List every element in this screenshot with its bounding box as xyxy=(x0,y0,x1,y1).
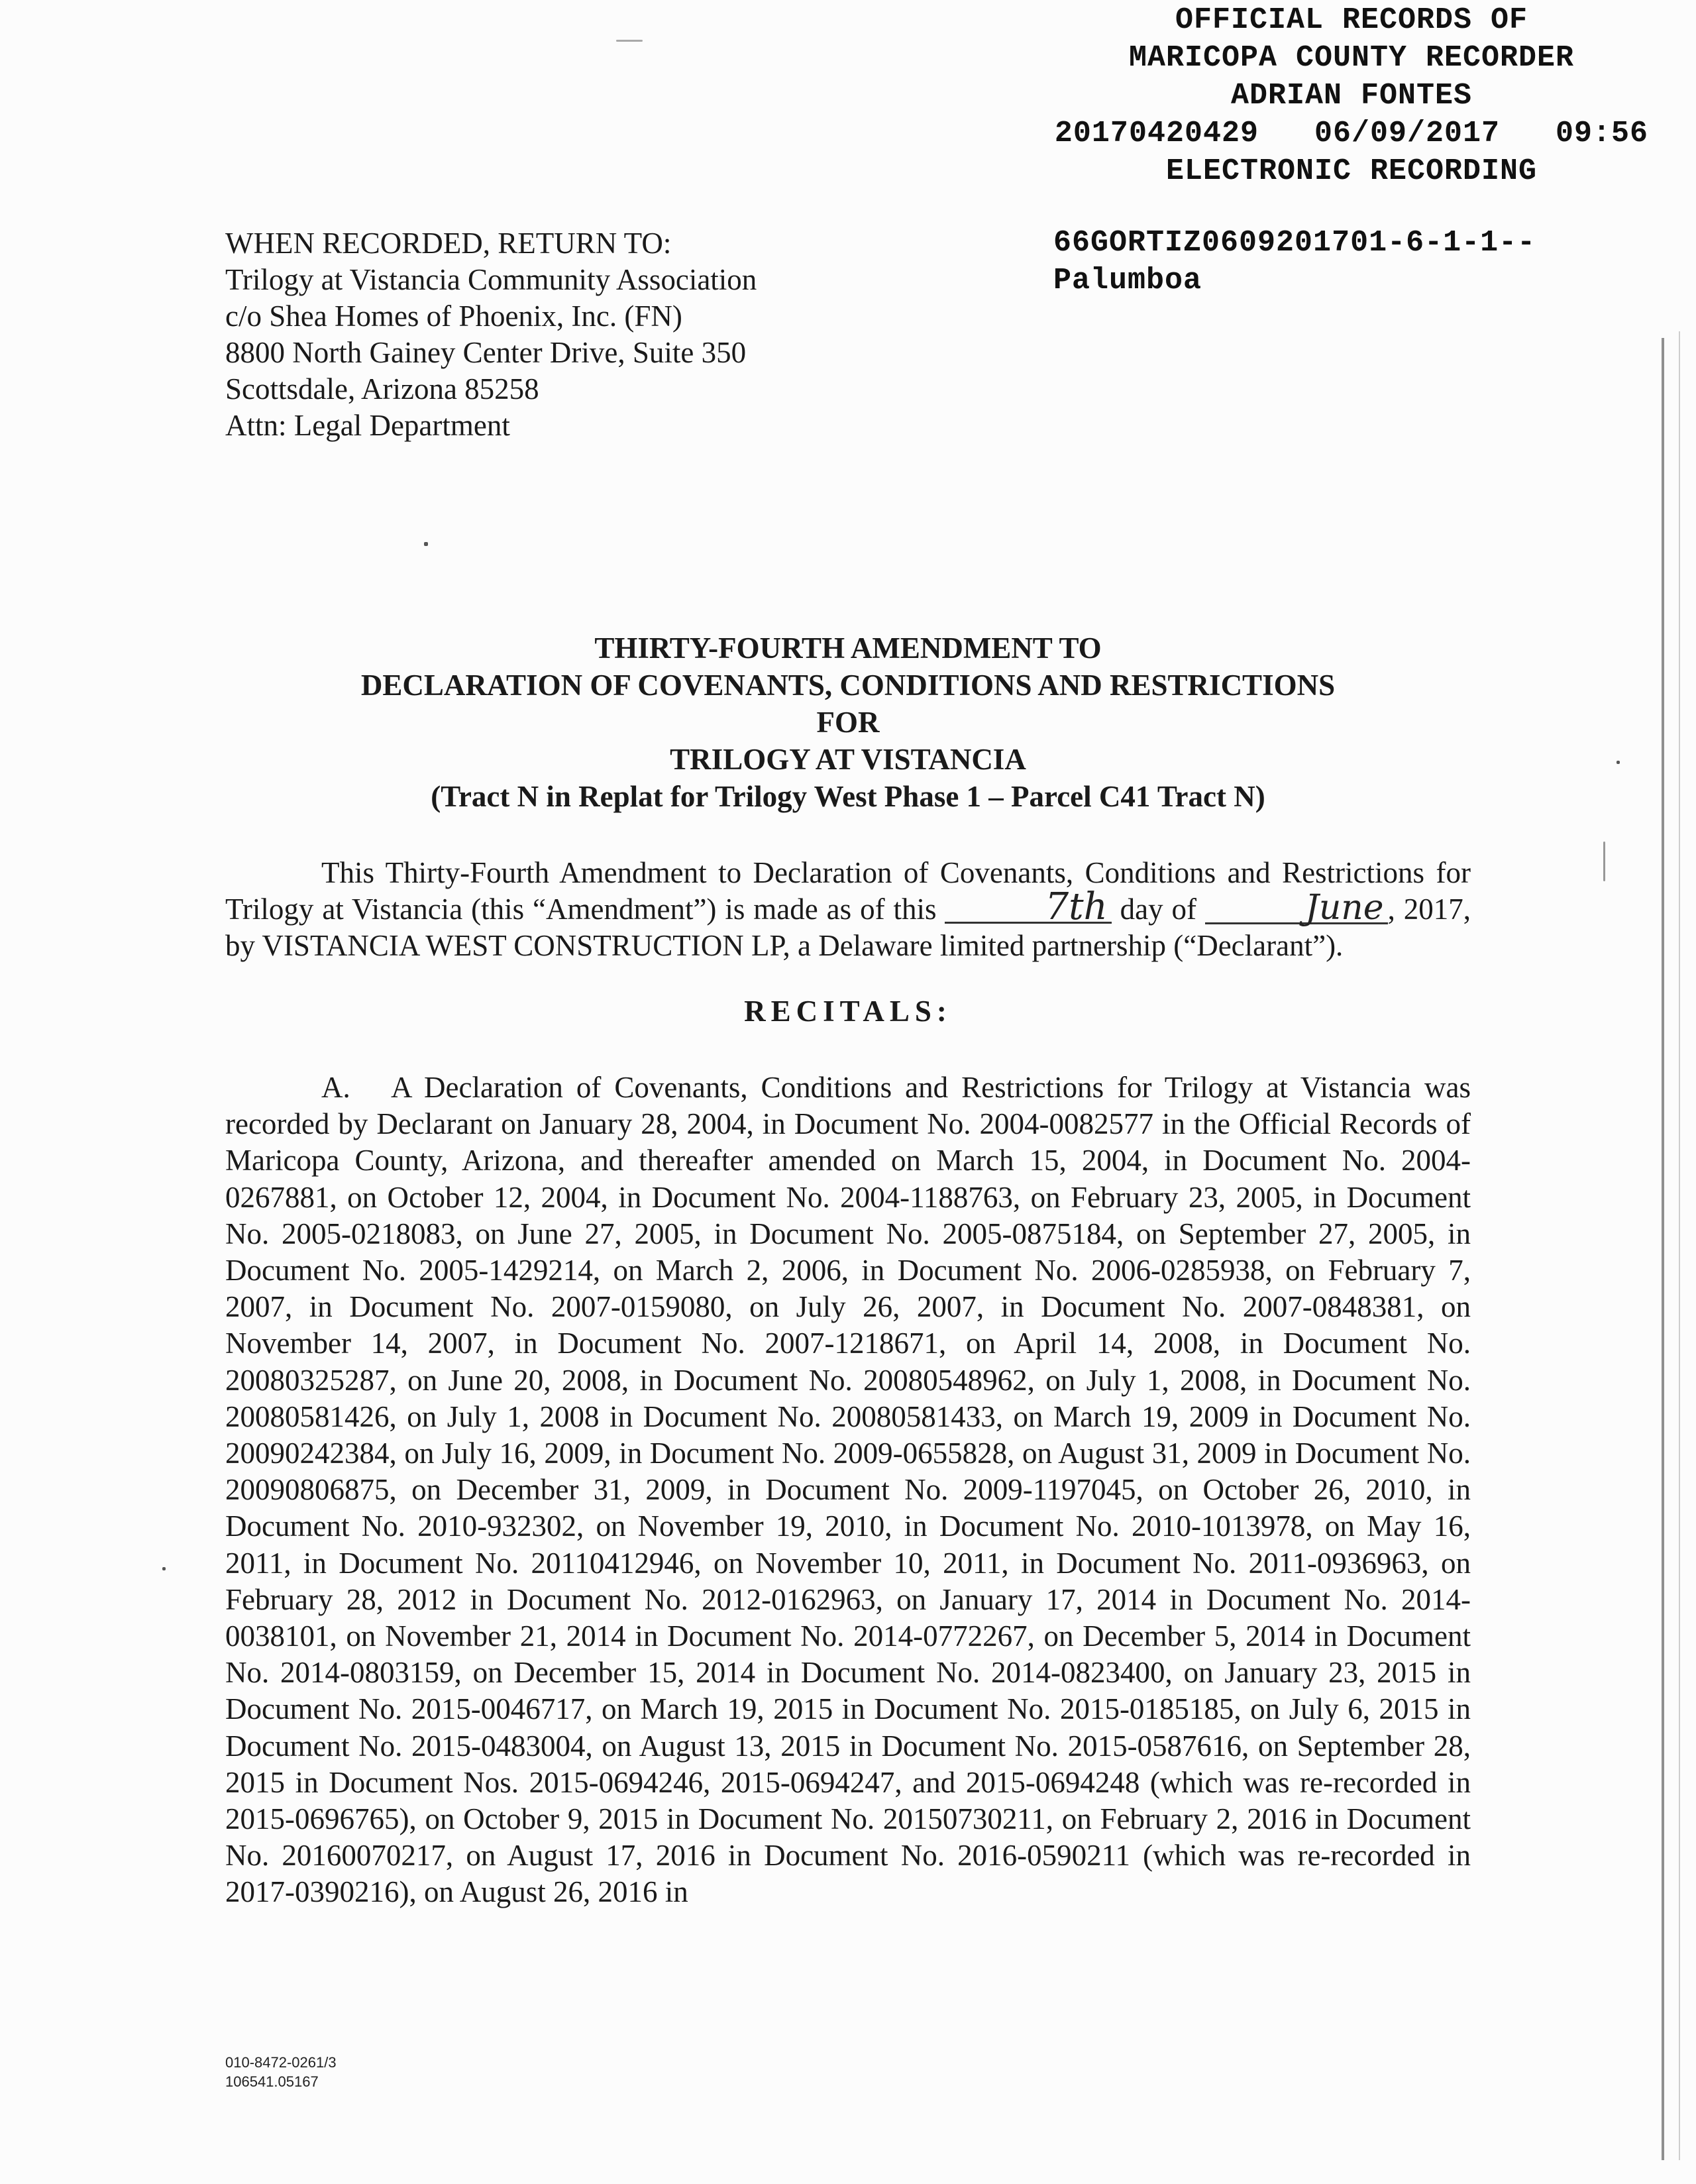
return-line: Scottsdale, Arizona 85258 xyxy=(225,372,539,406)
recital-a xyxy=(225,1069,1471,1911)
document-footer xyxy=(225,2053,337,2091)
return-address-block xyxy=(225,225,757,444)
title-line: TRILOGY AT VISTANCIA xyxy=(670,743,1026,776)
scan-edge-line xyxy=(1679,331,1680,2160)
return-heading: WHEN RECORDED, RETURN TO: xyxy=(225,227,672,260)
recording-stamp-line: OFFICIAL RECORDS OF xyxy=(1175,3,1528,37)
recording-code-block xyxy=(1053,224,1536,300)
recording-stamp-line: MARICOPA COUNTY RECORDER xyxy=(1128,41,1575,75)
recital-label: A. xyxy=(321,1071,350,1104)
intro-paragraph xyxy=(225,855,1471,964)
recording-stamp xyxy=(1020,1,1683,190)
intro-text: day of xyxy=(1120,893,1197,926)
title-line: DECLARATION OF COVENANTS, CONDITIONS AND RESTRICTIONS xyxy=(360,669,1336,702)
handwritten-month: June xyxy=(1205,893,1388,924)
footer-matter-number: 106541.05167 xyxy=(225,2073,319,2090)
title-subtitle: (Tract N in Replat for Trilogy West Phase 1 – Parcel C41 Tract N) xyxy=(431,780,1265,813)
scan-speck xyxy=(424,542,428,546)
recording-stamp-line: ELECTRONIC RECORDING xyxy=(1165,154,1538,188)
recording-clerk-name: Palumboa xyxy=(1053,264,1202,298)
document-title xyxy=(225,629,1471,815)
recitals-heading: RECITALS: xyxy=(744,995,952,1028)
title-line: THIRTY-FOURTH AMENDMENT TO xyxy=(594,631,1102,665)
footer-file-number: 010-8472-0261/3 xyxy=(225,2054,337,2071)
handwritten-day: 7th xyxy=(945,893,1111,924)
recording-stamp-line: ADRIAN FONTES xyxy=(1230,79,1473,113)
return-line: Trilogy at Vistancia Community Association xyxy=(225,263,757,296)
return-line: Attn: Legal Department xyxy=(225,409,510,442)
return-line: c/o Shea Homes of Phoenix, Inc. (FN) xyxy=(225,300,682,333)
return-line: 8800 North Gainey Center Drive, Suite 350 xyxy=(225,336,747,369)
scan-edge-line xyxy=(1662,338,1664,2160)
title-line: FOR xyxy=(816,706,880,739)
scan-speck xyxy=(616,40,643,42)
recital-text: A Declaration of Covenants, Conditions and Restrictions for Trilogy at Vistancia was recorded by Declarant on January 28, 2004, in Document No. 2004-0082577 in the Official Records of Maricopa County, Arizona, and thereafter amended on March 15, 2004, in Document No. 2004-0267881, on October 12, 2004, in Document No. 2004-1188763, on February 23, 2005, in Document No. 2005-0218083, on June 27, 2005, in Document No. 2005-0875184, on September 27, 2005, in Document No. 2005-1429214, on March 2, 2006, in Document No. 2006-0285938, on February 7, 2007, in Document No. 2007-0159080, on July 26, 2007, in Document No. 2007-0848381, on November 14, 2007, in Document No. 2007-1218671, on April 14, 2008, in Document No. 20080325287, on June 20, 2008, in Document No. 20080548962, on July 1, 2008, in Document No. 20080581426, on July 1, 2008 in Document No. 20080581433, on March 19, 2009 in Document No. 20090242384, on July 16, 2009, in Document No. 2009-0655828, on August 31, 2009 in Document No. 20090806875, on December 31, 2009, in Document No. 2009-1197045, on October 26, 2010, in Document No. 2010-932302, on November 19, 2010, in Document No. 2010-1013978, on May 16, 2011, in Document No. 20110412946, on November 10, 2011, in Document No. 2011-0936963, on February 28, 2012 in Document No. 2012-0162963, on January 17, 2014 in Document No. 2014-0038101, on November 21, 2014 in Document No. 2014-0772267, on December 5, 2014 in Document No. 2014-0803159, on December 15, 2014 in Document No. 2014-0823400, on January 23, 2015 in Document No. 2015-0046717, on March 19, 2015 in Document No. 2015-0185185, on July 6, 2015 in Document No. 2015-0483004, on August 13, 2015 in Document No. 2015-0587616, on September 28, 2015 in Document Nos. 2015-0694246, 2015-0694247, and 2015-0694248 (which was re-recorded in 2015-0696765), on October 9, 2015 in Document No. 20150730211, on February 2, 2016 in Document No. 20160070217, on August 17, 2016 in Document No. 2016-0590211 (which was re-recorded in 2017-0390216), on August 26, 2016 in xyxy=(225,1071,1471,1909)
recording-code: 66GORTIZ0609201701-6-1-1-- xyxy=(1053,226,1536,260)
intro-text: This Thirty-Fourth Amendment to Declaration of Covenants, Conditions and Restrictions for Trilogy at Vistancia (this “Amendment”) is made as of this xyxy=(225,856,1471,926)
scan-speck xyxy=(1616,761,1620,764)
recording-number-date-time: 20170420429 06/09/2017 09:56 xyxy=(1054,117,1649,150)
scan-speck xyxy=(1603,842,1605,881)
scan-speck xyxy=(162,1567,166,1570)
intro-text: , 2017, by VISTANCIA WEST CONSTRUCTION LP, a Delaware limited partnership (“Declarant”). xyxy=(225,893,1471,962)
